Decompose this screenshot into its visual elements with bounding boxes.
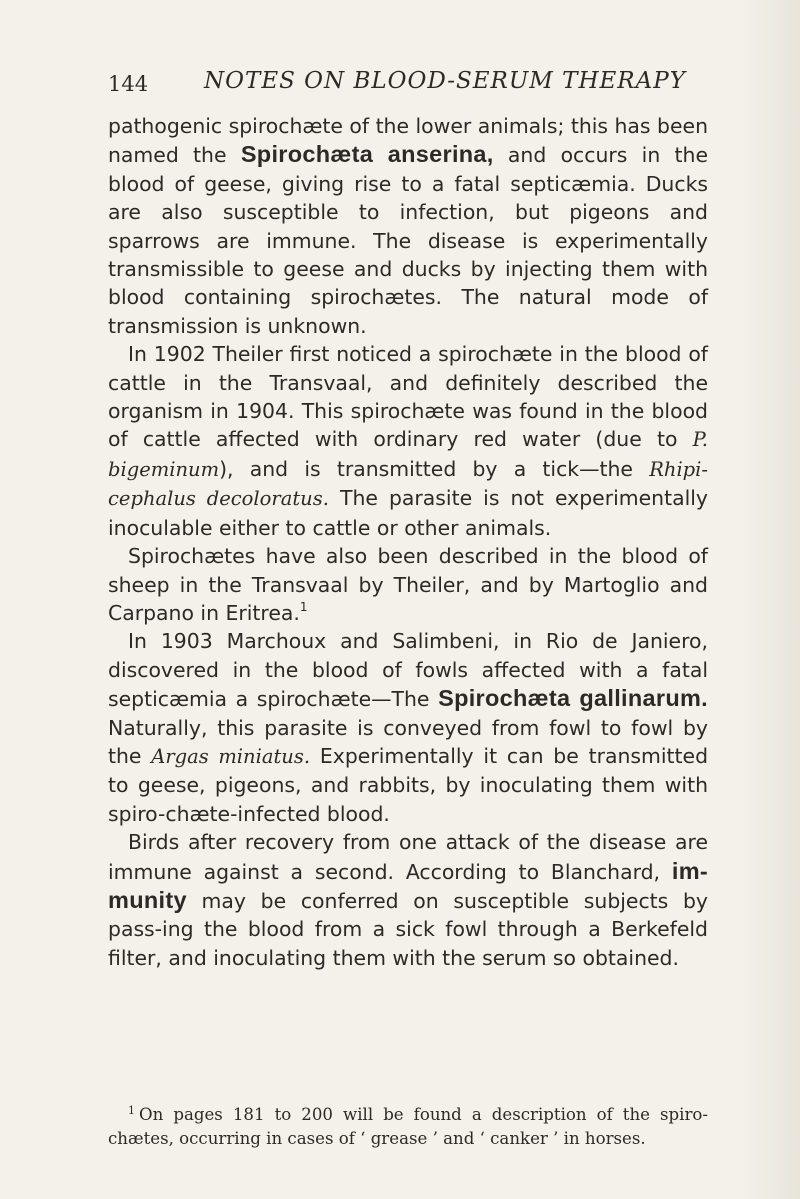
paragraph-1 (108, 112, 708, 340)
paragraph-4 (108, 627, 708, 828)
term-immunity: im-munity (108, 857, 709, 913)
species-name-argas: Argas miniatus. (151, 744, 311, 768)
paragraph-5 (108, 828, 708, 972)
species-name-bigeminum: P. bigeminum (108, 428, 708, 481)
p1-text-a: pathogenic spirochæte of the lower animals; this has been named the (108, 114, 708, 168)
footnote-reference: 1 (299, 599, 308, 614)
p1-text-c: and occurs in the blood of geese, giving rise to a fatal septicæmia. Ducks are also susceptible to infection, but pigeons and sparrows are immune. The disease is experimentally transmissible to geese and ducks by injecting them with blood containing spirochætes. The natural mode of transmission is unknown. (108, 143, 709, 338)
p4-text-a: In 1903 Marchoux and Salimbeni, in Rio de Janiero, discovered in the blood of fowls affected with a fatal septicæmia a spirochæte—The (108, 629, 708, 712)
p2-text-e: The parasite is not experimentally inoculable either to cattle or other animals. (108, 486, 708, 540)
p5-text-c: may be conferred on susceptible subjects by pass-ing the blood from a sick fowl through a Berkefeld filter, and inoculating them with the serum so obtained. (108, 888, 708, 970)
running-head: NOTES ON BLOOD-SERUM THERAPY (204, 68, 686, 94)
page-header (108, 66, 708, 100)
p2-text-a: In 1902 Theiler first noticed a spirochæte in the blood of cattle in the Transvaal, and definitely described the organism in 1904. This spirochæte was found in the blood of cattle affected with ordinary red water (due to (108, 342, 708, 452)
p4-text-e: Experimentally it can be transmitted to geese, pigeons, and rabbits, by inoculating them with spiro-chæte-infected blood. (108, 743, 709, 826)
body-text (108, 112, 708, 972)
footnote-text: On pages 181 to 200 will be found a description of the spiro-chætes, occurring in cases of ‘ grease ’ and ‘ canker ’ in horses. (108, 1105, 708, 1148)
paragraph-3 (108, 542, 708, 627)
species-name-gallinarum: Spirochæta gallinarum. (438, 685, 709, 712)
species-name-rhipicephalus: Rhipi-cephalus decoloratus. (108, 457, 708, 511)
paragraph-2 (108, 340, 708, 542)
p4-text-c: Naturally, this parasite is conveyed from fowl to fowl by the (108, 715, 708, 768)
p3-text-a: Spirochætes have also been described in the blood of sheep in the Transvaal by Theiler, and by Martoglio and Carpano in Eritrea. (108, 544, 708, 625)
p2-text-c: ), and is transmitted by a tick—the (219, 456, 633, 481)
footnote-mark: 1 (128, 1104, 135, 1117)
page-edge-shadow (740, 0, 800, 1199)
page-number: 144 (108, 72, 149, 96)
species-name-anserina: Spirochæta anserina, (240, 141, 494, 168)
p5-text-a: Birds after recovery from one attack of the disease are immune against a second. According to Blanchard, (108, 830, 708, 884)
footnote (108, 1103, 708, 1151)
